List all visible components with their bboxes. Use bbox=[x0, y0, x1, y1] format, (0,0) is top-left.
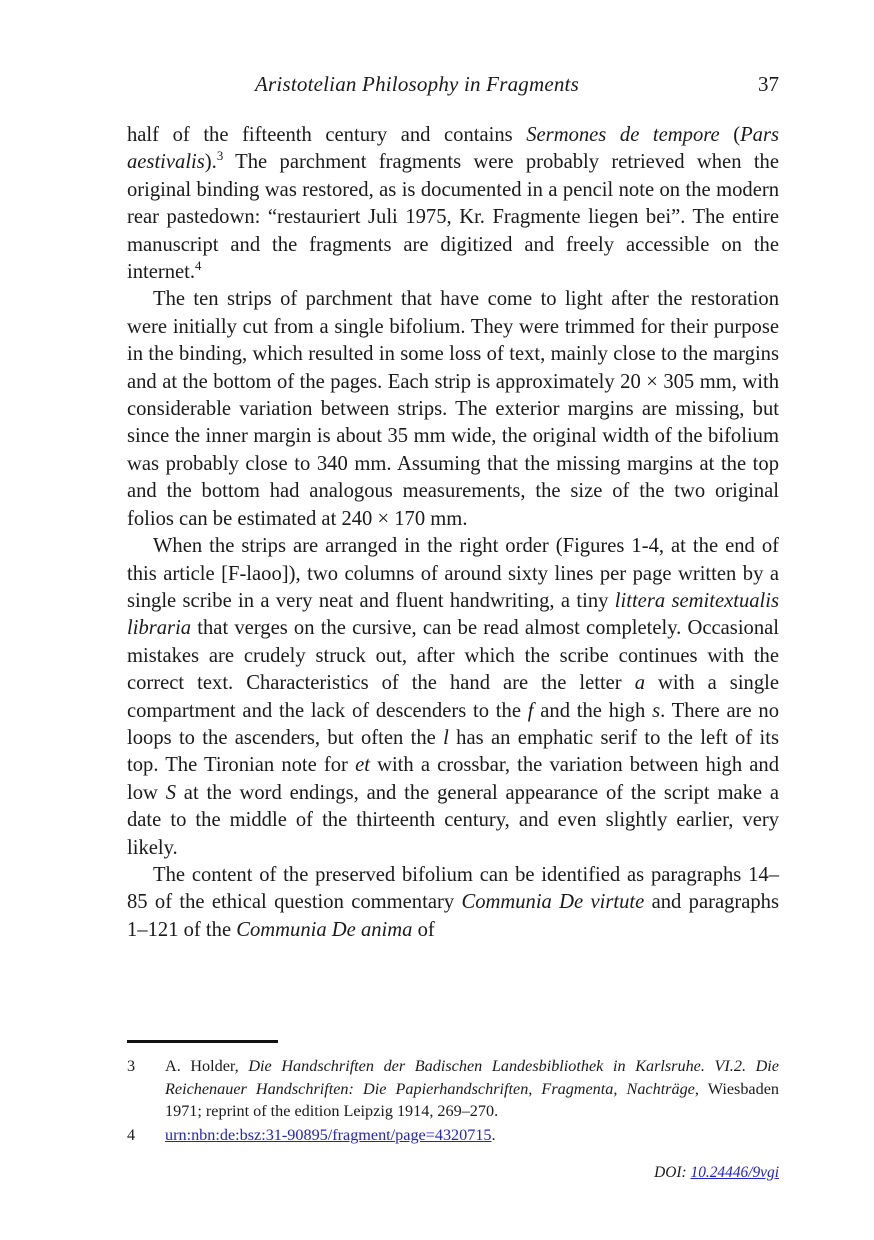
text-run: . There are no loops to the ascenders, but often the bbox=[127, 699, 779, 749]
italic-text: Pars aestivalis bbox=[127, 124, 779, 174]
doi-label: DOI: bbox=[654, 1164, 687, 1181]
footnote-text bbox=[165, 1057, 779, 1120]
footnote-item bbox=[127, 1124, 779, 1147]
running-head bbox=[127, 70, 779, 100]
text-run: The ten strips of parchment that have come to light after the restoration were initially cut from a single bifolium. They were trimmed for their purpose in the binding, which resulted in some loss of text, mainly close to the margins and at the bottom of the pages. Each strip is approximately 20 × 305 mm, with considerable variation between strips. The exterior margins are missing, but since the inner margin is about 35 mm wide, the original width of the bifolium was probably close to 340 mm. Assuming that the missing margins at the top and the bottom had analogous measurements, the size of the two original folios can be estimated at 240 × 170 mm. bbox=[127, 288, 779, 530]
footnote-text bbox=[165, 1126, 496, 1144]
doi-link[interactable]: 10.24446/9vgi bbox=[690, 1164, 779, 1181]
italic-text: l bbox=[443, 726, 449, 749]
doi-line bbox=[127, 1162, 779, 1184]
text-run: The content of the preserved bifolium can be identified as paragraphs 14–85 of the ethical question commentary bbox=[127, 863, 779, 914]
running-title: Aristotelian Philosophy in Fragments bbox=[255, 72, 579, 96]
italic-text: S bbox=[165, 781, 176, 804]
italic-text: s bbox=[652, 699, 661, 722]
italic-text: Sermones de tempore bbox=[526, 124, 720, 146]
text-run: ( bbox=[719, 124, 741, 146]
italic-text: f bbox=[527, 699, 534, 722]
footnote-item bbox=[127, 1055, 779, 1123]
body-paragraph bbox=[127, 533, 779, 862]
footnotes-section bbox=[127, 1040, 779, 1147]
body-paragraph bbox=[127, 862, 779, 944]
text-run: . bbox=[491, 1125, 496, 1144]
text-run: of bbox=[412, 918, 435, 941]
text-run: ). bbox=[204, 151, 217, 174]
text-run: has an emphatic serif to the left of its top. The Tironian note for bbox=[127, 726, 779, 777]
text-run: half of the fifteenth century and contains bbox=[127, 124, 527, 146]
italic-text: Communia De anima bbox=[236, 918, 413, 941]
footnote-number: 3 bbox=[127, 1057, 136, 1075]
footnote-number: 4 bbox=[127, 1125, 136, 1144]
text-run: and paragraphs 1–121 of the bbox=[127, 891, 779, 941]
footnote-link[interactable]: urn:nbn:de:bsz:31-90895/fragment/page=4320715 bbox=[165, 1125, 492, 1144]
italic-text: a bbox=[634, 672, 645, 695]
italic-text: Die Handschriften der Badischen Landesbibliothek in Karlsruhe. VI.2. Die Reichenauer Handschriften: Die Papierhandschriften, Fragmenta, Nachträge bbox=[165, 1057, 779, 1098]
body-paragraph bbox=[127, 122, 779, 286]
text-run: A. Holder, bbox=[165, 1057, 249, 1075]
italic-text: Communia De virtute bbox=[461, 891, 645, 914]
text-run: , Wiesbaden 1971; reprint of the edition Leipzig 1914, 269–270. bbox=[165, 1079, 779, 1121]
text-run: that verges on the cursive, can be read almost completely. Occasional mistakes are crudely struck out, after which the scribe continues with the correct text. Characteristics of the hand are the letter bbox=[127, 617, 779, 695]
document-page bbox=[127, 0, 779, 1240]
footnote-reference-mark[interactable]: 3 bbox=[216, 149, 224, 164]
page-number: 37 bbox=[758, 72, 779, 96]
footnote-reference-mark[interactable]: 4 bbox=[195, 259, 202, 274]
body-text bbox=[127, 122, 779, 944]
text-run: with a single compartment and the lack of descenders to the bbox=[127, 672, 779, 722]
body-paragraph bbox=[127, 286, 779, 533]
text-run: with a crossbar, the variation between high and low bbox=[127, 754, 779, 804]
italic-text: littera semitextualis libraria bbox=[127, 589, 780, 640]
text-run: at the word endings, and the general appearance of the script make a date to the middle of the thirteenth century, and even slightly earlier, very likely. bbox=[127, 781, 779, 859]
text-run: and the high bbox=[533, 699, 653, 722]
footnote-separator-rule bbox=[127, 1040, 278, 1043]
text-run: When the strips are arranged in the right order (Figures 1-4, at the end of this article [F-laoo]), two columns of around sixty lines per page written by a single scribe in a very neat and fluent handwriting, a tiny bbox=[127, 535, 779, 612]
text-run: The parchment fragments were probably retrieved when the original binding was restored, as is documented in a pencil note on the modern rear pastedown: “restauriert Juli 1975, Kr. Fragmente liegen bei”. The entire manuscript and the fragments are digitized and freely accessible on the internet. bbox=[127, 151, 779, 284]
italic-text: et bbox=[355, 754, 370, 777]
